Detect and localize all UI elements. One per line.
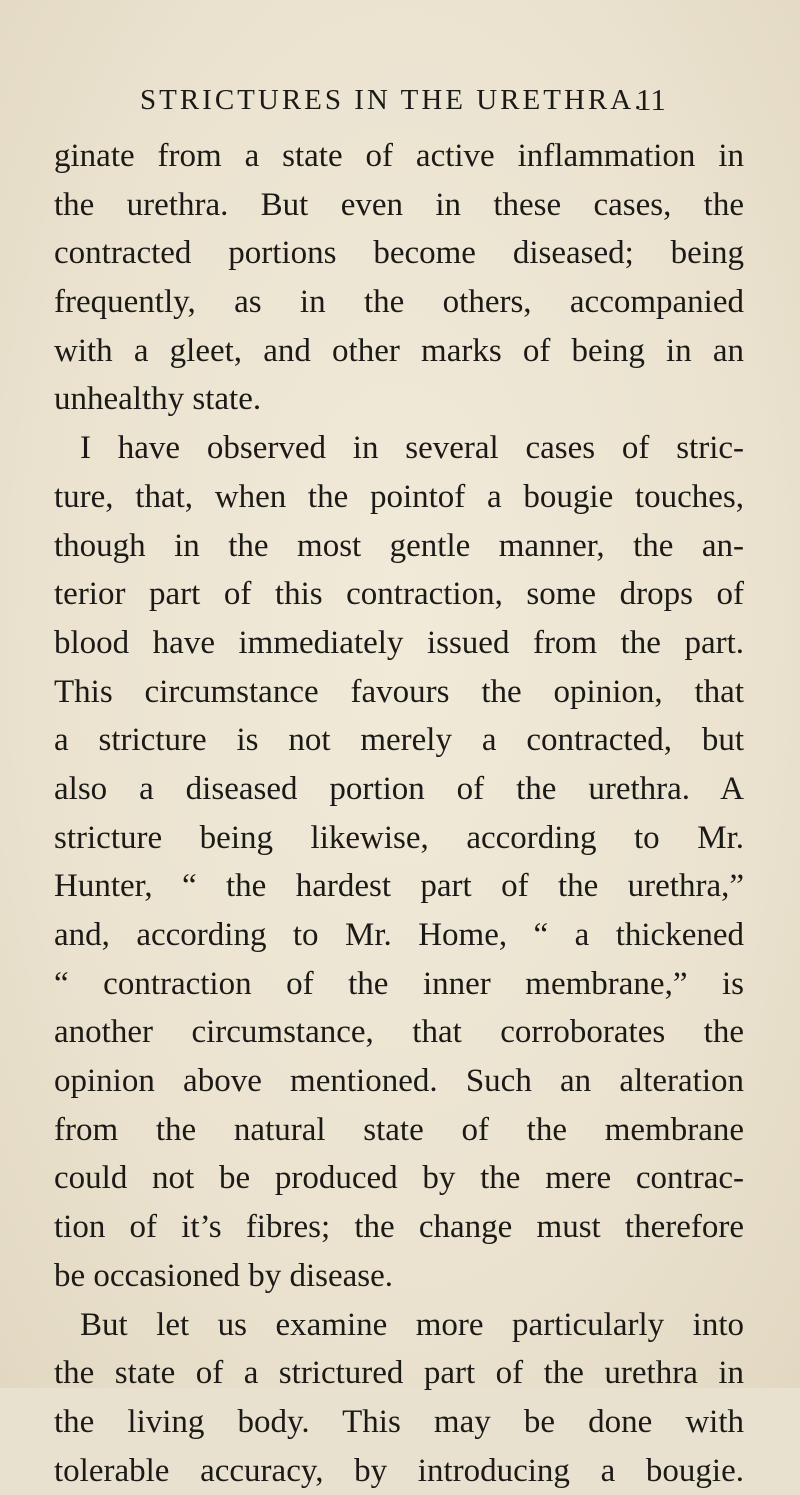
text-line: contracted portions become diseased; being — [54, 235, 744, 272]
running-head-title: STRICTURES IN THE URETHRA. — [140, 84, 645, 116]
text-line: frequently, as in the others, accompanied — [54, 284, 744, 321]
text-line: the state of a strictured part of the urethra in — [54, 1355, 744, 1392]
running-head — [0, 80, 800, 120]
text-line: But let us examine more particularly into — [80, 1306, 744, 1343]
text-line: from the natural state of the membrane — [54, 1111, 744, 1148]
text-line: ginate from a state of active inflammation in — [54, 138, 744, 174]
text-line: unhealthy state. — [54, 381, 262, 418]
text-line: with a gleet, and other marks of being in an — [54, 332, 744, 369]
text-line: a stricture is not merely a contracted, but — [54, 722, 744, 759]
body-text — [54, 132, 744, 1495]
text-line: tion of it’s fibres; the change must therefore — [54, 1209, 744, 1246]
text-line: Hunter, “ the hardest part of the urethra,” — [54, 868, 744, 905]
text-line: the living body. This may be done with — [54, 1403, 744, 1440]
text-line: “ contraction of the inner membrane,” is — [54, 965, 744, 1002]
text-line: be occasioned by disease. — [54, 1257, 394, 1294]
text-line: the urethra. But even in these cases, the — [54, 186, 744, 223]
text-line: tolerable accuracy, by introducing a bougie. — [54, 1452, 744, 1489]
text-line: stricture being likewise, according to Mr. — [54, 819, 744, 856]
text-line: could not be produced by the mere contrac- — [54, 1160, 744, 1197]
text-line: blood have immediately issued from the part. — [54, 624, 744, 661]
text-line: opinion above mentioned. Such an alteration — [54, 1063, 744, 1100]
text-line: and, according to Mr. Home, “ a thickened — [54, 917, 744, 953]
page-number: 11 — [636, 82, 666, 117]
text-line: This circumstance favours the opinion, that — [54, 673, 744, 710]
text-line: though in the most gentle manner, the an- — [54, 527, 744, 564]
text-line: another circumstance, that corroborates the — [54, 1014, 744, 1051]
text-line: I have observed in several cases of stric- — [80, 430, 744, 467]
text-line: terior part of this contraction, some drops of — [54, 576, 744, 613]
text-line: ture, that, when the pointof a bougie touches, — [54, 478, 744, 515]
text-line: also a diseased portion of the urethra. A — [54, 770, 744, 807]
